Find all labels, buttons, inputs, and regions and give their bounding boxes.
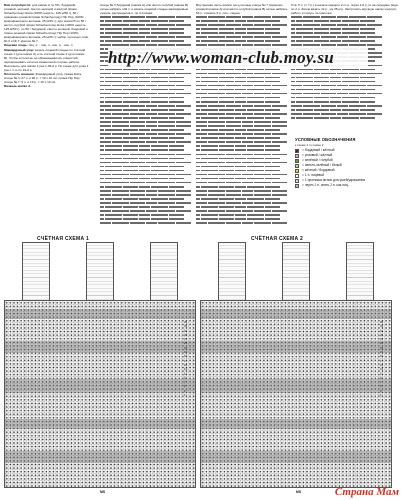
watermark-url[interactable]: http://www.woman-club.moy.su [108, 48, 368, 68]
illegible-text-block [196, 15, 289, 225]
legend-title: УСЛОВНЫЕ ОБОЗНАЧЕНИЯ [295, 137, 356, 142]
chart-row-number: 35 [184, 320, 188, 324]
chart-row-number: 23 [380, 345, 384, 350]
chart-row-number: 11 [184, 371, 187, 376]
legend-swatch [295, 174, 299, 178]
legend-label: = 1 п. лицевой [302, 173, 325, 177]
chart-row-number: 9 [380, 375, 382, 380]
chart-row-number: 3 [380, 388, 382, 393]
chart-row-number: 13 [380, 367, 384, 372]
chart-row-number: 25 [380, 341, 384, 346]
chart-row-number: 7 [184, 380, 186, 385]
chart-1-band [5, 309, 195, 319]
stockinette-paragraph: Лицевая гладь: лиц. р. - лиц. п., изн. р. - изн. п. [4, 43, 74, 48]
chart-row-number: 17 [184, 358, 188, 363]
legend-label: = через 1 п. снять 2 п. как лиц. [302, 183, 349, 187]
chart-2-title: СЧЁТНАЯ СХЕМА 2 [251, 236, 304, 242]
chart-row-number: 15 [184, 362, 188, 367]
chart-row-number: 5 [380, 384, 382, 389]
chart-row-number: 9 [184, 375, 186, 380]
legend-swatch [295, 149, 299, 153]
chart-row-number: 23 [184, 345, 188, 350]
chart-row-number: 11 [380, 371, 383, 376]
gauge-paragraph: Плотность вязания. Жаккардовый узор, пряжа Extra, спицы № 3: 27 п. и 28 р. = 10 х 10 см; пряжа Hip Hop, спицы № 7: 9 п. и 19 р. = 10 х 10 см. [4, 71, 82, 84]
legend-label: = жёлтый / бордовый [302, 168, 335, 172]
chart-2-grid [200, 300, 392, 488]
chart-2-band [201, 451, 391, 463]
column-3-text: Внутренняя часть шапки: на чулочные спицы № 7 сиренево-розовой (шапка А) или жёлто-голубой (шапка В) нитью набрать 54 п. и вязать 9 р. лиц. гладью. [196, 3, 288, 16]
chart-1-row-numbers [184, 320, 196, 397]
legend-label: = зелёный / голубой [302, 158, 333, 162]
chart-row-number: 15 [380, 362, 384, 367]
legend-swatch [295, 159, 299, 163]
chart-2-ms-label: MS [296, 490, 302, 494]
legend-label: = бордовый / жёлтый [302, 148, 335, 152]
legend-swatch [295, 164, 299, 168]
chart-1-title: СЧЁТНАЯ СХЕМА 1 [37, 236, 90, 242]
legend-swatch [295, 179, 299, 183]
materials-paragraph: Вам потребуется: для шапки А по 50 г бордовой, розовой, зелёной, светло-зелёной и жёлтой пряжи Schachenmayr Extra (100% шерсть, 125 м/50 г), 50 г оранжево-розовой пряжи Schachenmayr Hip Hop (100% микрофазерного волокна, 25 м/25 г); для шапки В по 50 г жёлто-голубой пряжи Schachenmayr Extra (100% шерсть, 125 м/50 г), по 50 г бордовой, светло-зелёной, бордовой и тёмно-розовой пряжи Schachenmayr Hip Hop (100% микрофазерного волокна, 25 м/25 г); набор чулочных спиц № 3 и № 7; крючок № 7. [4, 3, 89, 44]
chart-1-ms-label: MS [100, 490, 106, 494]
legend-items [295, 148, 401, 188]
chart-2-row-numbers [380, 320, 392, 397]
chart-row-number: 13 [184, 367, 188, 372]
instructions-column-3 [196, 3, 289, 231]
jacquard-paragraph: Жаккардовый узор: вязать лицевой гладью по счётной схеме 1 (для шапки А) и по счётной схеме 2 (для шапки В). Чтобы в полотне не образовывалось отверстий, перекрещивать нити на изнаночной стороне работы. Выполнить для шапки 1 раз 1-35-й р. По схеме для ушка 1 раз с 1-го по 19-й р. [4, 47, 89, 72]
column-4-text: Отв. 5 п. (= 7 р.) в начале каждого 2-го р. через 1-й р.) и на середине ряда по 2 п. Затем вязать 12 р., на 35-м р. Застрочить вручную шапку изнутри, работу оттянуть по шапочке. [291, 3, 398, 16]
legend-swatch [295, 169, 299, 173]
legend-swatch [295, 154, 299, 158]
chart-row-number: 33 [380, 324, 384, 329]
chart-1-band [5, 379, 195, 393]
chart-row-number: 35 [380, 320, 384, 324]
legend-label: = 1 протяжка нитью для ушей/украшения [302, 178, 366, 182]
chart-row-number: 5 [184, 384, 186, 389]
legend-swatch [295, 184, 299, 188]
chart-row-number: 27 [184, 337, 188, 342]
chart-2-band [201, 341, 391, 353]
legend-label: = розовый / жёлтый [302, 153, 333, 157]
instructions-column-2 [100, 3, 193, 231]
chart-2-band [201, 419, 391, 429]
chart-row-number: 33 [184, 324, 188, 329]
legend [295, 137, 401, 237]
chart-2-band [201, 379, 391, 393]
chart-row-number: 21 [380, 350, 384, 355]
chart-row-number: 31 [184, 328, 188, 333]
chart-row-number: 29 [380, 332, 384, 337]
chart-row-number: 17 [380, 358, 384, 363]
chart-1-band [5, 341, 195, 353]
chart-row-number: 3 [184, 388, 186, 393]
chart-row-number: 19 [380, 354, 384, 359]
hat-a-heading: Вязание шапки А. [4, 83, 32, 88]
illegible-text-block [100, 15, 193, 225]
instructions-column-4 [291, 3, 399, 138]
chart-row-number: 29 [184, 332, 188, 337]
chart-1-band [5, 419, 195, 429]
chart-row-number: 25 [184, 341, 188, 346]
legend-label: = светло-зелёный / белый [302, 163, 342, 167]
chart-row-number: 31 [380, 328, 384, 333]
column-2-text: спицы № 3 бордовой (шапка А) или жёлто-голубой (шапка B) нитью набрать 132 п. и вязать лицевой гладью жаккардовым узором, распределив п. по 4 спицам. [100, 3, 189, 16]
legend-subtitle: к схеме 1 / к схеме 2 [295, 143, 324, 147]
chart-row-number: 27 [380, 337, 384, 342]
chart-1-band [5, 451, 195, 463]
chart-1-grid [4, 300, 196, 488]
materials-column [4, 3, 89, 231]
chart-row-number: 21 [184, 350, 188, 355]
site-badge[interactable]: Страна Мам [334, 486, 399, 498]
chart-row-number: 1 [380, 393, 382, 398]
legend-item [295, 183, 401, 188]
chart-row-number: 19 [184, 354, 188, 359]
chart-row-number: 1 [184, 393, 186, 398]
chart-2-band [201, 309, 391, 319]
chart-row-number: 7 [380, 380, 382, 385]
